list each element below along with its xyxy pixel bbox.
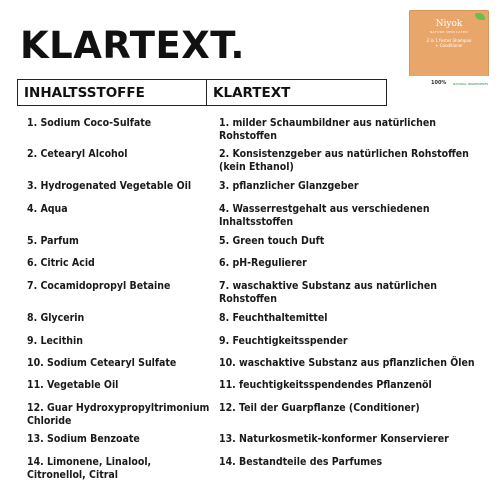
product-percent: 100% [431, 80, 447, 86]
klartext-cell: 6. pH-Regulierer [219, 257, 307, 269]
product-tagline: NATURE DEDICATED [429, 30, 469, 34]
page-title: KLARTEXT. [20, 24, 245, 67]
ingredient-cell: 9. Lecithin [27, 335, 83, 347]
ingredient-cell: 5. Parfum [27, 235, 79, 247]
ingredient-cell: 13. Sodium Benzoate [27, 433, 140, 445]
klartext-cell: 3. pflanzlicher Glanzgeber [219, 180, 359, 192]
ingredient-cell: 14. Limonene, Linalool, Citronellol, Citral [27, 456, 152, 481]
klartext-cell: 11. feuchtigkeitsspendendes Pflanzenöl [219, 379, 432, 391]
column-header-ingredients: INHALTSSTOFFE [18, 80, 207, 106]
product-percent-sub: NATURAL INGREDIENTS [453, 82, 489, 86]
ingredient-cell: 3. Hydrogenated Vegetable Oil [27, 180, 192, 192]
ingredient-cell: 2. Cetearyl Alcohol [27, 148, 128, 160]
ingredient-cell: 10. Sodium Cetearyl Sulfate [27, 357, 177, 369]
klartext-cell: 1. milder Schaumbildner aus natürlichen Rohstoffen [219, 117, 436, 142]
column-header-klartext: KLARTEXT [207, 80, 387, 106]
ingredient-cell: 1. Sodium Coco-Sulfate [27, 117, 152, 129]
ingredient-cell: 6. Citric Acid [27, 257, 95, 269]
klartext-cell: 2. Konsistenzgeber aus natürlichen Rohstoffen (kein Ethanol) [219, 148, 469, 173]
klartext-cell: 13. Naturkosmetik-konformer Konservierer [219, 433, 449, 445]
ingredients-table-header [17, 79, 387, 106]
product-label [409, 38, 489, 48]
klartext-cell: 10. waschaktive Substanz aus pflanzlichen Ölen [219, 357, 475, 369]
ingredient-cell: 11. Vegetable Oil [27, 379, 119, 391]
ingredient-cell: 12. Guar Hydroxypropyltrimonium Chloride [27, 402, 210, 427]
klartext-cell: 5. Green touch Duft [219, 235, 325, 247]
klartext-cell: 4. Wasserrestgehalt aus verschiedenen Inhaltsstoffen [219, 203, 430, 228]
klartext-cell: 14. Bestandteile des Parfumes [219, 456, 383, 468]
klartext-cell: 8. Feuchthaltemittel [219, 312, 328, 324]
product-brand: Niyok [435, 19, 463, 29]
klartext-cell: 7. waschaktive Substanz aus natürlichen Rohstoffen [219, 280, 438, 305]
ingredient-cell: 8. Glycerin [27, 312, 85, 324]
product-label-line2: + Conditioner [435, 43, 463, 48]
product-image [409, 10, 489, 90]
ingredient-cell: 7. Cocamidopropyl Betaine [27, 280, 171, 292]
klartext-cell: 9. Feuchtigkeitsspender [219, 335, 348, 347]
ingredient-cell: 4. Aqua [27, 203, 68, 215]
product-label-line1: 2 in 1 festes Shampoo [426, 38, 472, 43]
klartext-cell: 12. Teil der Guarpflanze (Conditioner) [219, 402, 420, 414]
